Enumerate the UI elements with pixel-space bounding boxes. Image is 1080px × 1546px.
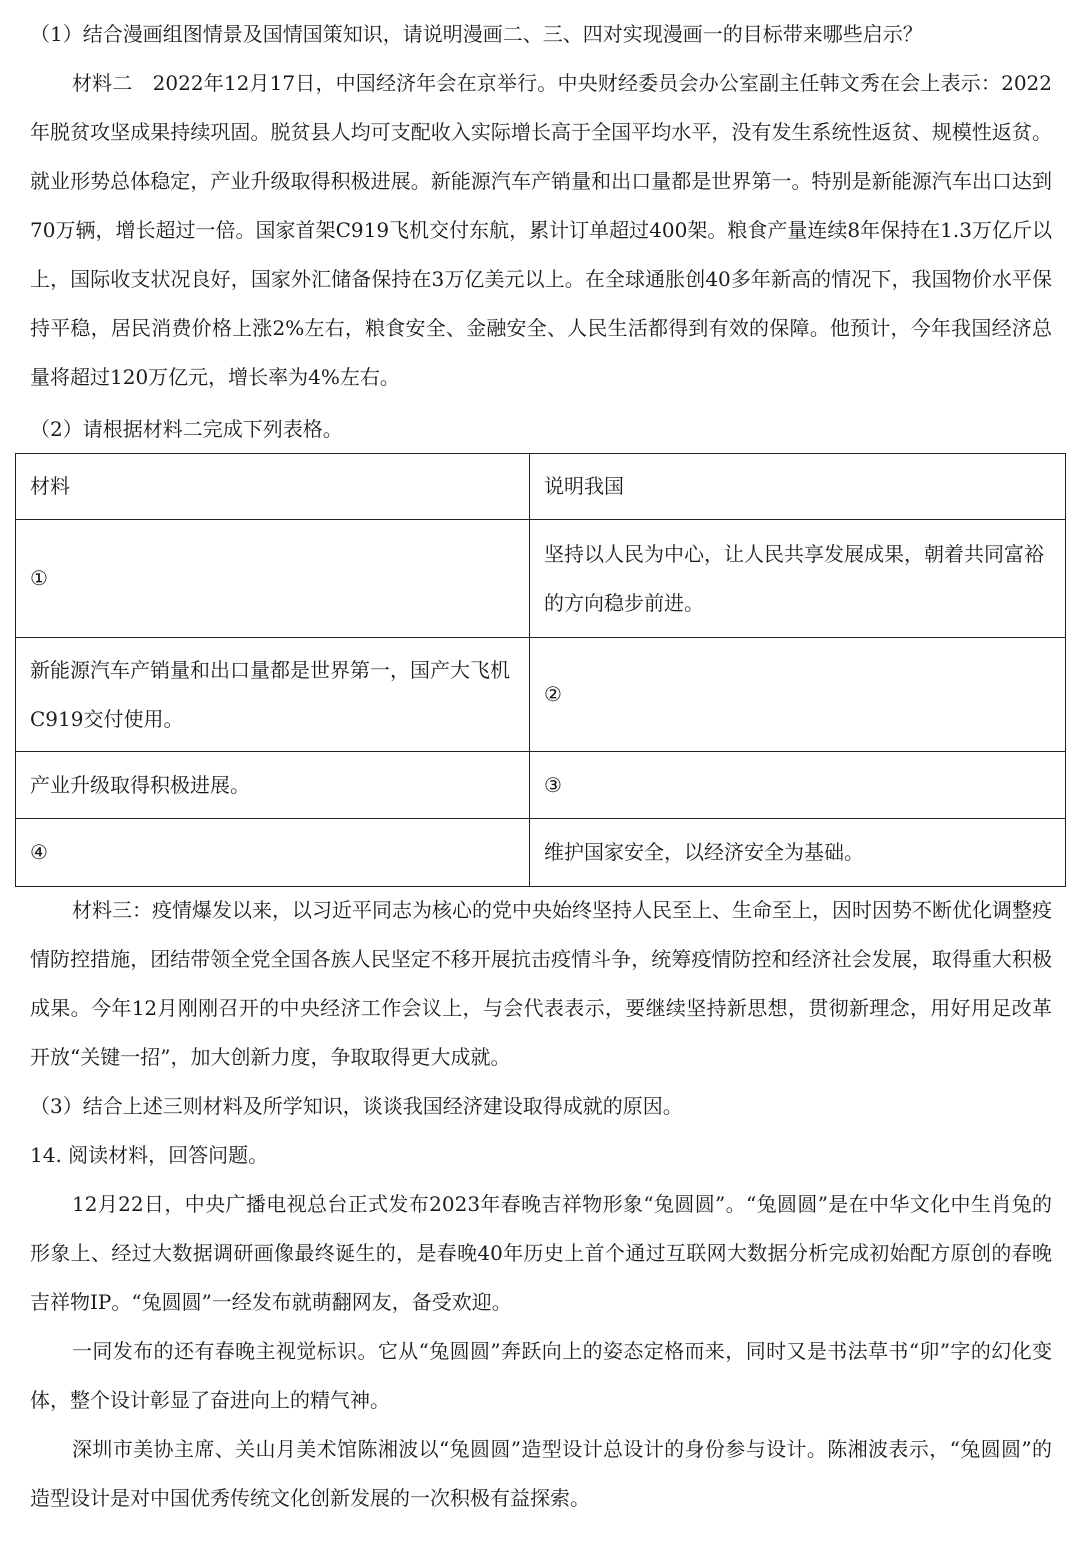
- question-2: （2）请根据材料二完成下列表格。: [30, 417, 343, 441]
- table-cell: 坚持以人民为中心，让人民共享发展成果，朝着共同富裕的方向稳步前进。: [530, 520, 1066, 638]
- table-row: [16, 638, 1066, 752]
- material-2-paragraph: 材料二 2022年12月17日，中国经济年会在京举行。中央财经委员会办公室副主任韩文秀在会上表示：2022年脱贫攻坚成果持续巩固。脱贫县人均可支配收入实际增长高于全国平均水平，没有发生系统性返贫、规模性返贫。就业形势总体稳定，产业升级取得积极进展。新能源汽车产销量和出口量都是世界第一。特别是新能源汽车出口达到70万辆，增长超过一倍。国家首架C919飞机交付东航，累计订单超过400架。粮食产量连续8年保持在1.3万亿斤以上，国际收支状况良好，国家外汇储备保持在3万亿美元以上。在全球通胀创40多年新高的情况下，我国物价水平保持平稳，居民消费价格上涨2%左右，粮食安全、金融安全、人民生活都得到有效的保障。他预计，今年我国经济总量将超过120万亿元，增长率为4%左右。: [30, 71, 1052, 389]
- table-header-explanation: 说明我国: [530, 454, 1066, 520]
- table-cell: ④: [16, 819, 530, 887]
- table-row: [16, 819, 1066, 887]
- table-cell: ②: [530, 638, 1066, 752]
- table-header-material: 材料: [16, 454, 530, 520]
- question-1: （1）结合漫画组图情景及国情国策知识，请说明漫画二、三、四对实现漫画一的目标带来哪些启示？: [30, 22, 923, 46]
- table-cell: 维护国家安全，以经济安全为基础。: [530, 819, 1066, 887]
- table-cell: 产业升级取得积极进展。: [16, 752, 530, 819]
- table-cell: 新能源汽车产销量和出口量都是世界第一，国产大飞机C919交付使用。: [16, 638, 530, 752]
- material-3-paragraph: 材料三：疫情爆发以来，以习近平同志为核心的党中央始终坚持人民至上、生命至上，因时因势不断优化调整疫情防控措施，团结带领全党全国各族人民坚定不移开展抗击疫情斗争，统筹疫情防控和经济社会发展，取得重大积极成果。今年12月刚刚召开的中央经济工作会议上，与会代表表示，要继续坚持新思想，贯彻新理念，用好用足改革开放“关键一招”，加大创新力度，争取取得更大成就。: [30, 898, 1052, 1069]
- question-14-paragraph-3: 深圳市美协主席、关山月美术馆陈湘波以“兔圆圆”造型设计总设计的身份参与设计。陈湘波表示，“兔圆圆”的造型设计是对中国优秀传统文化创新发展的一次积极有益探索。: [30, 1437, 1052, 1510]
- question-14-paragraph-1: 12月22日，中央广播电视总台正式发布2023年春晚吉祥物形象“兔圆圆”。“兔圆圆”是在中华文化中生肖兔的形象上、经过大数据调研画像最终诞生的，是春晚40年历史上首个通过互联网大数据分析完成初始配方原创的春晚吉祥物IP。“兔圆圆”一经发布就萌翻网友，备受欢迎。: [30, 1192, 1052, 1314]
- answer-table: [15, 453, 1066, 887]
- question-3: （3）结合上述三则材料及所学知识，谈谈我国经济建设取得成就的原因。: [30, 1094, 683, 1118]
- question-14-title: 14. 阅读材料，回答问题。: [30, 1143, 269, 1167]
- table-cell: ③: [530, 752, 1066, 819]
- table-header-row: [16, 454, 1066, 520]
- table-row: [16, 752, 1066, 819]
- table-row: [16, 520, 1066, 638]
- question-14-paragraph-2: 一同发布的还有春晚主视觉标识。它从“兔圆圆”奔跃向上的姿态定格而来，同时又是书法草书“卯”字的幻化变体，整个设计彰显了奋进向上的精气神。: [30, 1339, 1052, 1412]
- table-cell: ①: [16, 520, 530, 638]
